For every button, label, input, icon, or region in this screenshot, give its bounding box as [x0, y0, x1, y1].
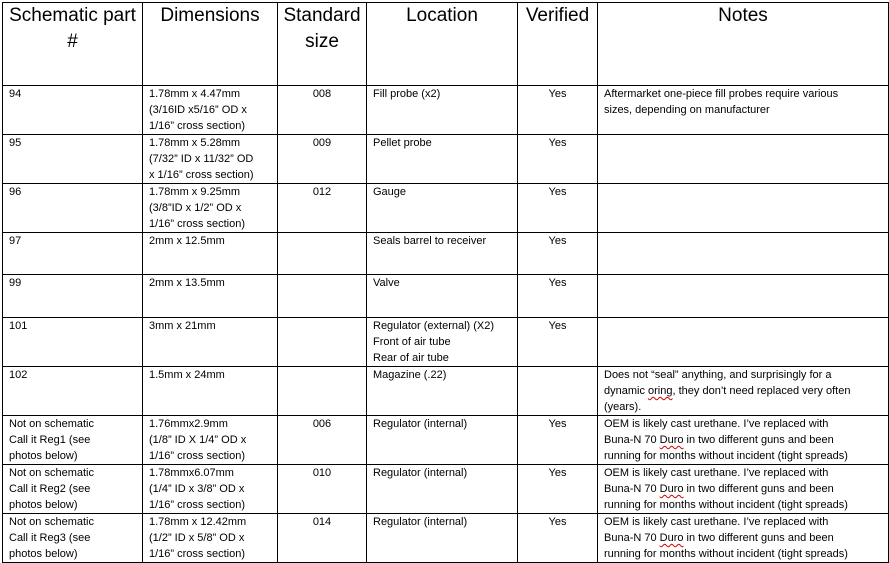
cell-line: (1/2” ID x 5/8” OD x	[149, 532, 245, 544]
cell-line: photos below)	[9, 499, 78, 511]
cell-standard-size: 009	[278, 135, 367, 184]
table-row	[3, 514, 889, 563]
cell-part	[3, 184, 143, 233]
cell-line: Rear of air tube	[373, 352, 449, 364]
cell-part	[3, 318, 143, 367]
cell-line: (1/8” ID X 1/4” OD x	[149, 434, 247, 446]
cell-location	[367, 184, 518, 233]
table-row	[3, 184, 889, 233]
cell-part	[3, 233, 143, 275]
header-location: Location	[367, 3, 518, 86]
cell-location	[367, 318, 518, 367]
cell-verified: Yes	[518, 86, 598, 135]
cell-line: 101	[9, 320, 28, 332]
cell-dimensions	[143, 367, 278, 416]
cell-line: 94	[9, 88, 22, 100]
cell-dimensions	[143, 318, 278, 367]
cell-location	[367, 416, 518, 465]
cell-line: OEM is likely cast urethane. I’ve replaced with	[604, 467, 829, 479]
cell-line: Regulator (internal)	[373, 467, 468, 479]
cell-notes	[598, 135, 889, 184]
cell-line: 1.78mm x 4.47mm	[149, 88, 241, 100]
cell-line: (7/32” ID x 11/32” OD	[149, 153, 254, 165]
cell-line: Call it Reg3 (see	[9, 532, 91, 544]
cell-line: 102	[9, 369, 28, 381]
table-row	[3, 465, 889, 514]
table-body	[3, 86, 889, 563]
cell-location	[367, 233, 518, 275]
cell-standard-size	[278, 318, 367, 367]
cell-line: 1.76mmx2.9mm	[149, 418, 228, 430]
cell-line: photos below)	[9, 548, 78, 560]
cell-line: Regulator (internal)	[373, 418, 468, 430]
cell-notes	[598, 367, 889, 416]
cell-line: 1/16” cross section)	[149, 548, 245, 560]
cell-line: 3mm x 21mm	[149, 320, 216, 332]
table-row	[3, 86, 889, 135]
cell-line: 96	[9, 186, 22, 198]
table-row	[3, 135, 889, 184]
cell-standard-size	[278, 233, 367, 275]
cell-line: x 1/16” cross section)	[149, 169, 254, 181]
cell-line: 1/16” cross section)	[149, 120, 245, 132]
cell-dimensions	[143, 514, 278, 563]
cell-dimensions	[143, 416, 278, 465]
cell-line: Gauge	[373, 186, 407, 198]
cell-line: Pellet probe	[373, 137, 432, 149]
cell-notes	[598, 318, 889, 367]
cell-dimensions	[143, 86, 278, 135]
cell-line: Not on schematic	[9, 418, 94, 430]
cell-line: OEM is likely cast urethane. I’ve replaced with	[604, 418, 829, 430]
cell-location	[367, 86, 518, 135]
cell-verified: Yes	[518, 514, 598, 563]
cell-line: 1.78mm x 12.42mm	[149, 516, 247, 528]
cell-line: (years).	[604, 401, 642, 413]
cell-line: Regulator (external) (X2)	[373, 320, 495, 332]
cell-verified: Yes	[518, 275, 598, 318]
cell-line: 1/16” cross section)	[149, 499, 245, 511]
header-notes: Notes	[598, 3, 889, 86]
cell-part	[3, 86, 143, 135]
cell-notes	[598, 514, 889, 563]
cell-line: 1.78mm x 9.25mm	[149, 186, 241, 198]
cell-notes	[598, 275, 889, 318]
cell-line: Not on schematic	[9, 467, 94, 479]
cell-line: Buna-N 70 Duro in two different guns and been	[604, 434, 834, 446]
cell-line: (1/4” ID x 3/8” OD x	[149, 483, 245, 495]
cell-line: Front of air tube	[373, 336, 451, 348]
cell-part	[3, 416, 143, 465]
cell-line: dynamic oring, they don’t need replaced very often	[604, 385, 851, 397]
cell-line: Seals barrel to receiver	[373, 235, 487, 247]
table-row	[3, 275, 889, 318]
table-row	[3, 233, 889, 275]
cell-line: running for months without incident (tight spreads)	[604, 548, 848, 560]
cell-verified: Yes	[518, 416, 598, 465]
header-row	[3, 3, 889, 86]
cell-part	[3, 465, 143, 514]
cell-line: running for months without incident (tight spreads)	[604, 450, 848, 462]
cell-verified: Yes	[518, 184, 598, 233]
cell-notes	[598, 233, 889, 275]
cell-location	[367, 465, 518, 514]
cell-line: 2mm x 13.5mm	[149, 277, 225, 289]
cell-line: Buna-N 70 Duro in two different guns and been	[604, 483, 834, 495]
header-standard-size: Standard size	[278, 3, 367, 86]
cell-standard-size: 008	[278, 86, 367, 135]
cell-verified: Yes	[518, 135, 598, 184]
oring-table	[2, 2, 889, 563]
cell-line: OEM is likely cast urethane. I’ve replaced with	[604, 516, 829, 528]
cell-notes	[598, 184, 889, 233]
cell-standard-size: 006	[278, 416, 367, 465]
cell-dimensions	[143, 465, 278, 514]
cell-line: Aftermarket one-piece fill probes require various	[604, 88, 839, 100]
cell-standard-size: 012	[278, 184, 367, 233]
cell-line: Call it Reg2 (see	[9, 483, 91, 495]
cell-line: (3/16ID x5/16” OD x	[149, 104, 247, 116]
cell-notes	[598, 86, 889, 135]
cell-dimensions	[143, 135, 278, 184]
cell-line: Fill probe (x2)	[373, 88, 441, 100]
cell-notes	[598, 465, 889, 514]
cell-line: photos below)	[9, 450, 78, 462]
cell-line: 2mm x 12.5mm	[149, 235, 225, 247]
header-verified: Verified	[518, 3, 598, 86]
cell-verified	[518, 367, 598, 416]
cell-line: 1.78mmx6.07mm	[149, 467, 234, 479]
cell-standard-size: 014	[278, 514, 367, 563]
cell-line: Buna-N 70 Duro in two different guns and been	[604, 532, 834, 544]
cell-line: 99	[9, 277, 22, 289]
cell-location	[367, 275, 518, 318]
header-dimensions: Dimensions	[143, 3, 278, 86]
cell-line: 95	[9, 137, 22, 149]
cell-location	[367, 135, 518, 184]
cell-verified: Yes	[518, 233, 598, 275]
cell-line: sizes, depending on manufacturer	[604, 104, 770, 116]
cell-dimensions	[143, 184, 278, 233]
cell-line: Not on schematic	[9, 516, 94, 528]
cell-part	[3, 514, 143, 563]
cell-line: 1.5mm x 24mm	[149, 369, 225, 381]
cell-line: Magazine (.22)	[373, 369, 447, 381]
cell-line: Valve	[373, 277, 400, 289]
cell-verified: Yes	[518, 465, 598, 514]
cell-line: Regulator (internal)	[373, 516, 468, 528]
cell-line: running for months without incident (tight spreads)	[604, 499, 848, 511]
cell-part	[3, 367, 143, 416]
cell-line: Call it Reg1 (see	[9, 434, 91, 446]
cell-notes	[598, 416, 889, 465]
table-row	[3, 367, 889, 416]
cell-line: (3/8”ID x 1/2” OD x	[149, 202, 242, 214]
cell-part	[3, 135, 143, 184]
cell-standard-size	[278, 367, 367, 416]
cell-verified: Yes	[518, 318, 598, 367]
cell-line: Does not “seal” anything, and surprisingly for a	[604, 369, 832, 381]
header-part: Schematic part #	[3, 3, 143, 86]
cell-line: 1/16” cross section)	[149, 218, 245, 230]
table-row	[3, 318, 889, 367]
cell-dimensions	[143, 275, 278, 318]
cell-location	[367, 514, 518, 563]
cell-standard-size	[278, 275, 367, 318]
cell-line: 1/16” cross section)	[149, 450, 245, 462]
table-row	[3, 416, 889, 465]
cell-location	[367, 367, 518, 416]
cell-line: 1.78mm x 5.28mm	[149, 137, 241, 149]
cell-standard-size: 010	[278, 465, 367, 514]
cell-part	[3, 275, 143, 318]
cell-line: 97	[9, 235, 22, 247]
cell-dimensions	[143, 233, 278, 275]
